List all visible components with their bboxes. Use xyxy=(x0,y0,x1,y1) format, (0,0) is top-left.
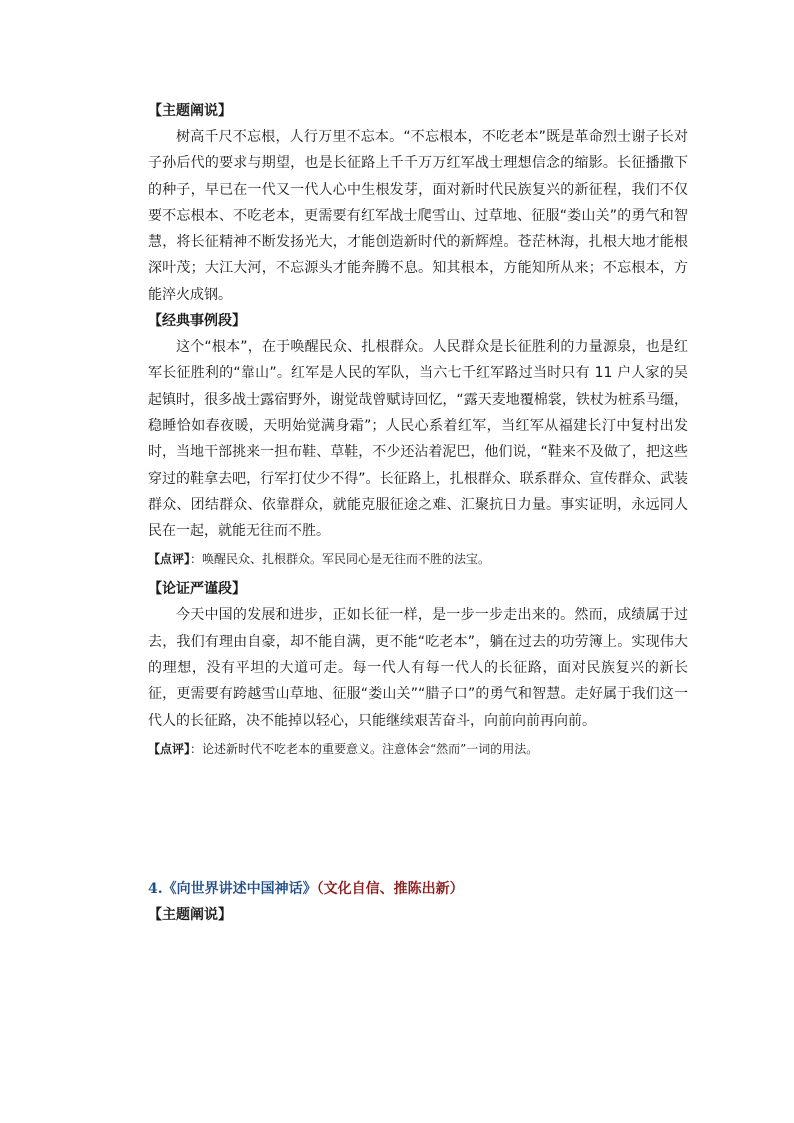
section3-comment xyxy=(148,736,688,762)
blank-space xyxy=(148,766,688,876)
section3-comment-text: ：论述新时代不吃老本的重要意义。注意体会“然而”一词的用法。 xyxy=(190,741,539,756)
section4-heading: 【主题阐说】 xyxy=(148,906,232,923)
section3-comment-tag: 【点评】 xyxy=(148,741,191,756)
document-page xyxy=(148,98,688,928)
section4-title xyxy=(148,876,688,902)
section2-comment-text: ：唤醒民众、扎根群众。军民同心是无往而不胜的法宝。 xyxy=(190,552,491,567)
section1-heading: 【主题阐说】 xyxy=(148,103,232,119)
section3-heading: 【论证严谨段】 xyxy=(148,581,246,598)
section2-paragraph: 这个“根本”，在于唤醒民众、扎根群众。人民群众是长征胜利的力量源泉，也是红军长征胜利的“靠山”。红军是人民的军队，当六七千红军路过当时只有 11 户人家的吴起镇时，很多战士露宿野外，谢觉哉曾赋诗回忆，“露天麦地覆棉裳，铁杖为桩系马缰，稳睡恰如春夜暖，天明始觉满身霜”；人民心系着红军，当红军从福建长汀中复村出发时，当地干部挑来一担布鞋、草鞋，不少还沾着泥巴，他们说，“鞋来不及做了，把这些穿过的鞋拿去吧，行军打仗少不得”。长征路上，扎根群众、联系群众、宣传群众、武装群众、团结群众、依靠群众，就能克服征途之难、汇聚抗日力量。事实证明，永远同人民在一起，就能无往而不胜。 xyxy=(148,339,688,540)
section2-comment-tag: 【点评】 xyxy=(148,552,191,567)
section4-theme: （文化自信、推陈出新） xyxy=(316,880,464,897)
section4-title-text: 4.《向世界讲述中国神话》 xyxy=(148,880,317,897)
section2-heading: 【经典事例段】 xyxy=(148,313,246,330)
section3-paragraph: 今天中国的发展和进步，正如长征一样，是一步一步走出来的。然而，成绩属于过去，我们有理由自豪，却不能自满，更不能“吃老本”，躺在过去的功劳簿上。实现伟大的理想，没有平坦的大道可走。每一代人有每一代人的长征路，面对民族复兴的新长征，更需要有跨越雪山草地、征服“娄山关”“腊子口”的勇气和智慧。走好属于我们这一代人的长征路，决不能掉以轻心，只能继续艰苦奋斗，向前向前再向前。 xyxy=(148,607,688,729)
section1-paragraph: 树高千尺不忘根，人行万里不忘本。“不忘根本，不吃老本”既是革命烈士谢子长对子孙后代的要求与期望，也是长征路上千千万万红军战士理想信念的缩影。长征播撒下的种子，早已在一代又一代人心中生根发芽，面对新时代民族复兴的新征程，我们不仅要不忘根本、不吃老本，更需要有红军战士爬雪山、过草地、征服“娄山关”的勇气和智慧，将长征精神不断发扬光大，才能创造新时代的新辉煌。苍茫林海，扎根大地才能根深叶茂；大江大河，不忘源头才能奔腾不息。知其根本，方能知所从来；不忘根本，方能淬火成钢。 xyxy=(148,129,688,303)
section2-comment xyxy=(148,546,688,572)
